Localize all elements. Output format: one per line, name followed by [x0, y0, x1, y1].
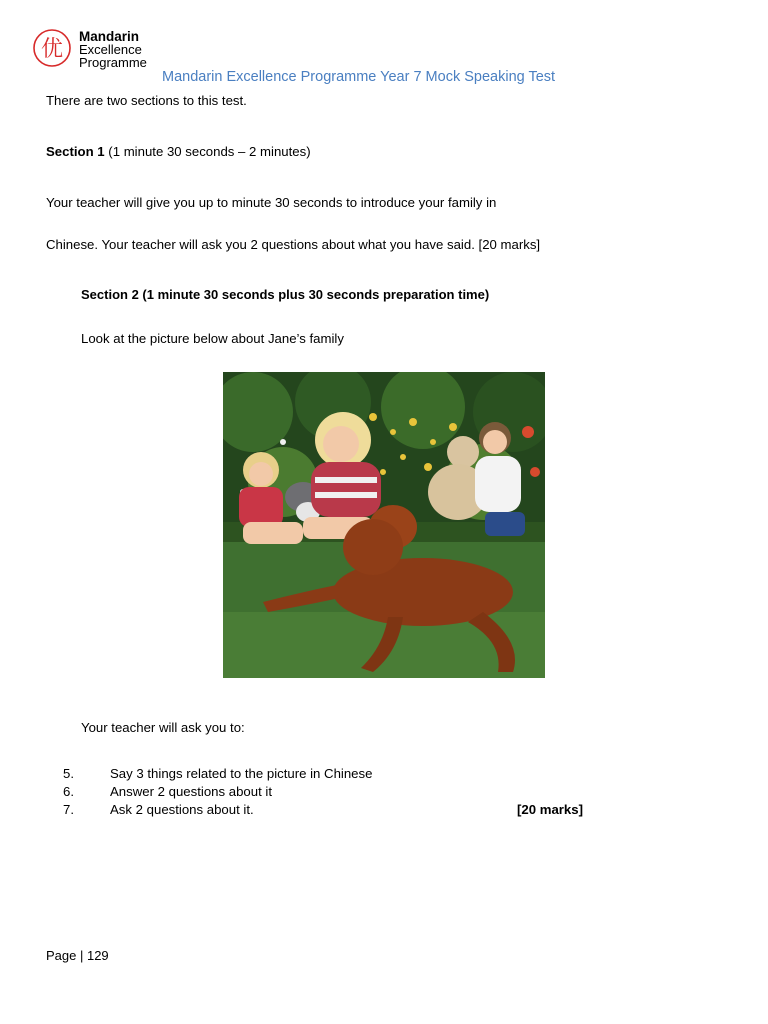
logo-line-3: Programme — [79, 55, 147, 70]
svg-text:优: 优 — [40, 37, 64, 62]
section2-instruction: Look at the picture below about Jane’s family — [81, 331, 344, 346]
section1-duration: (1 minute 30 seconds – 2 minutes) — [104, 144, 311, 159]
section1-heading-line — [46, 144, 311, 159]
list-item-number: 6. — [63, 784, 74, 799]
ask-intro-text: Your teacher will ask you to: — [81, 720, 245, 735]
logo-line-1: Mandarin — [79, 29, 140, 44]
programme-logo — [32, 28, 162, 72]
list-item-text: Say 3 things related to the picture in Chinese — [110, 766, 373, 781]
section2-heading: Section 2 (1 minute 30 seconds plus 30 seconds preparation time) — [81, 287, 490, 302]
logo-wordmark — [79, 30, 147, 69]
list-item-text: Answer 2 questions about it — [110, 784, 273, 799]
document-header-title: Mandarin Excellence Programme Year 7 Mock Speaking Test — [162, 69, 556, 85]
list-item-number: 7. — [63, 802, 74, 817]
section1-line-1: Your teacher will give you up to minute 30 seconds to introduce your family in — [46, 195, 497, 210]
section2-marks: [20 marks] — [517, 802, 583, 817]
logo-line-2: Excellence — [79, 42, 142, 57]
section1-line-2: Chinese. Your teacher will ask you 2 questions about what you have said. [20 marks] — [46, 237, 541, 252]
logo-seal-icon — [32, 28, 72, 68]
section1-heading: Section 1 — [46, 144, 105, 159]
intro-text: There are two sections to this test. — [46, 93, 247, 108]
family-photo-illustration — [223, 372, 545, 678]
family-photo — [223, 372, 545, 678]
list-item-text: Ask 2 questions about it. — [110, 802, 254, 817]
page-number-footer: Page | 129 — [46, 948, 109, 963]
list-item-number: 5. — [63, 766, 74, 781]
